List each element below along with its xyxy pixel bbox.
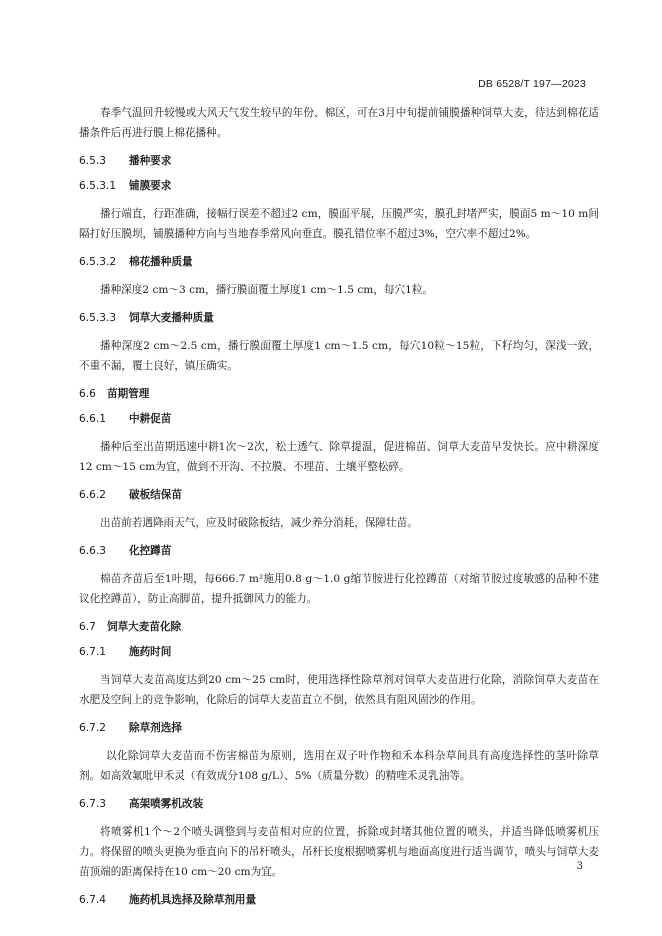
document-body	[79, 103, 599, 918]
section-heading	[79, 721, 599, 735]
section-title: 除草剂选择	[129, 722, 182, 734]
paragraph: 播种深度2 cm～2.5 cm，播行膜面覆土厚度1 cm～1.5 cm，每穴10粒～15粒，下籽均匀，深浅一致，不重不漏，覆土良好，镇压确实。	[79, 340, 599, 372]
section-heading	[79, 893, 599, 907]
section-heading	[79, 412, 599, 426]
section-title: 棉花播种质量	[129, 256, 193, 268]
paragraph: 以化除饲草大麦苗而不伤害棉苗为原则，选用在双子叶作物和禾本科杂草间具有高度选择性的茎叶除草剂。如高效氟吡甲禾灵（有效成分108 g/L）、5%（质量分数）的精喹禾灵乳油等。	[79, 750, 599, 782]
section-title: 饲草大麦播种质量	[129, 312, 214, 324]
section-title: 施药机具选择及除草剂用量	[129, 894, 257, 906]
paragraph: 春季气温回升较慢或大风天气发生较早的年份、棉区，可在3月中旬提前铺膜播种饲草大麦，待达到棉花适播条件后再进行膜上棉花播种。	[79, 107, 599, 139]
section-number: 6.7.3	[79, 798, 106, 810]
section-number: 6.7.2	[79, 722, 106, 734]
section-title: 中耕促苗	[129, 413, 172, 425]
section-heading	[79, 620, 599, 634]
section-title: 饲草大麦苗化除	[107, 621, 182, 633]
paragraph: 播行端直，行距准确，接幅行误差不超过2 cm，膜面平展，压膜严实，膜孔封堵严实，膜面5 m～10 m间隔打好压膜坝，铺膜播种方向与当地春季常风向垂直。膜孔错位率不超过3%，空穴率不超过2%。	[79, 208, 599, 240]
section-heading	[79, 154, 599, 168]
section-number: 6.5.3.3	[79, 312, 117, 324]
section-title: 铺膜要求	[129, 180, 172, 192]
paragraph: 出苗前若遇降雨天气，应及时破除板结，减少养分消耗，保障壮苗。	[100, 517, 418, 529]
section-heading	[79, 387, 599, 401]
section-heading	[79, 311, 599, 325]
paragraph: 棉苗齐苗后至1叶期，每666.7 m²施用0.8 g～1.0 g缩节胺进行化控蹲苗（对缩节胺过度敏感的品种不建议化控蹲苗），防止高脚苗，提升抵御风力的能力。	[79, 573, 599, 605]
section-heading	[79, 255, 599, 269]
paragraph: 播种深度2 cm～3 cm，播行膜面覆土厚度1 cm～1.5 cm，每穴1粒。	[100, 284, 434, 296]
section-number: 6.5.3	[79, 155, 106, 167]
paragraph: 播种后至出苗期迅速中耕1次～2次，松土透气、除草提温，促进棉苗、饲草大麦苗早发快长。应中耕深度12 cm～15 cm为宜，做到不开沟、不拉膜、不埋苗、土壤平整松碎。	[79, 441, 599, 473]
section-number: 6.5.3.2	[79, 256, 117, 268]
section-number: 6.7	[79, 621, 96, 633]
section-title: 播种要求	[129, 155, 172, 167]
paragraph: 将喷雾机1个～2个喷头调整到与麦苗相对应的位置，拆除或封堵其他位置的喷头，并适当降低喷雾机压力。将保留的喷头更换为垂直向下的吊杆喷头，吊杆长度根据喷雾机与地面高度进行适当调节，喷头与饲草大麦苗顶端的距离保持在10 cm～20 cm为宜。	[79, 826, 599, 878]
section-title: 破板结保苗	[129, 489, 182, 501]
section-heading	[79, 645, 599, 659]
paragraph: 当饲草大麦苗高度达到20 cm～25 cm时，使用选择性除草剂对饲草大麦苗进行化除，消除饲草大麦苗在水肥及空间上的竞争影响，化除后的饲草大麦苗直立不倒，依然具有阻风固沙的作用。	[79, 674, 599, 706]
section-number: 6.6	[79, 388, 96, 400]
document-code: DB 6528/T 197—2023	[478, 78, 586, 90]
section-heading	[79, 179, 599, 193]
section-title: 化控蹲苗	[129, 545, 172, 557]
section-number: 6.6.2	[79, 489, 106, 501]
section-title: 施药时间	[129, 646, 172, 658]
section-number: 6.6.1	[79, 413, 106, 425]
section-number: 6.7.4	[79, 894, 106, 906]
section-title: 苗期管理	[107, 388, 150, 400]
section-heading	[79, 797, 599, 811]
page-number: 3	[576, 861, 583, 872]
section-heading	[79, 544, 599, 558]
section-number: 6.6.3	[79, 545, 106, 557]
section-heading	[79, 488, 599, 502]
section-number: 6.7.1	[79, 646, 106, 658]
section-title: 高架喷雾机改装	[129, 798, 204, 810]
section-number: 6.5.3.1	[79, 180, 117, 192]
